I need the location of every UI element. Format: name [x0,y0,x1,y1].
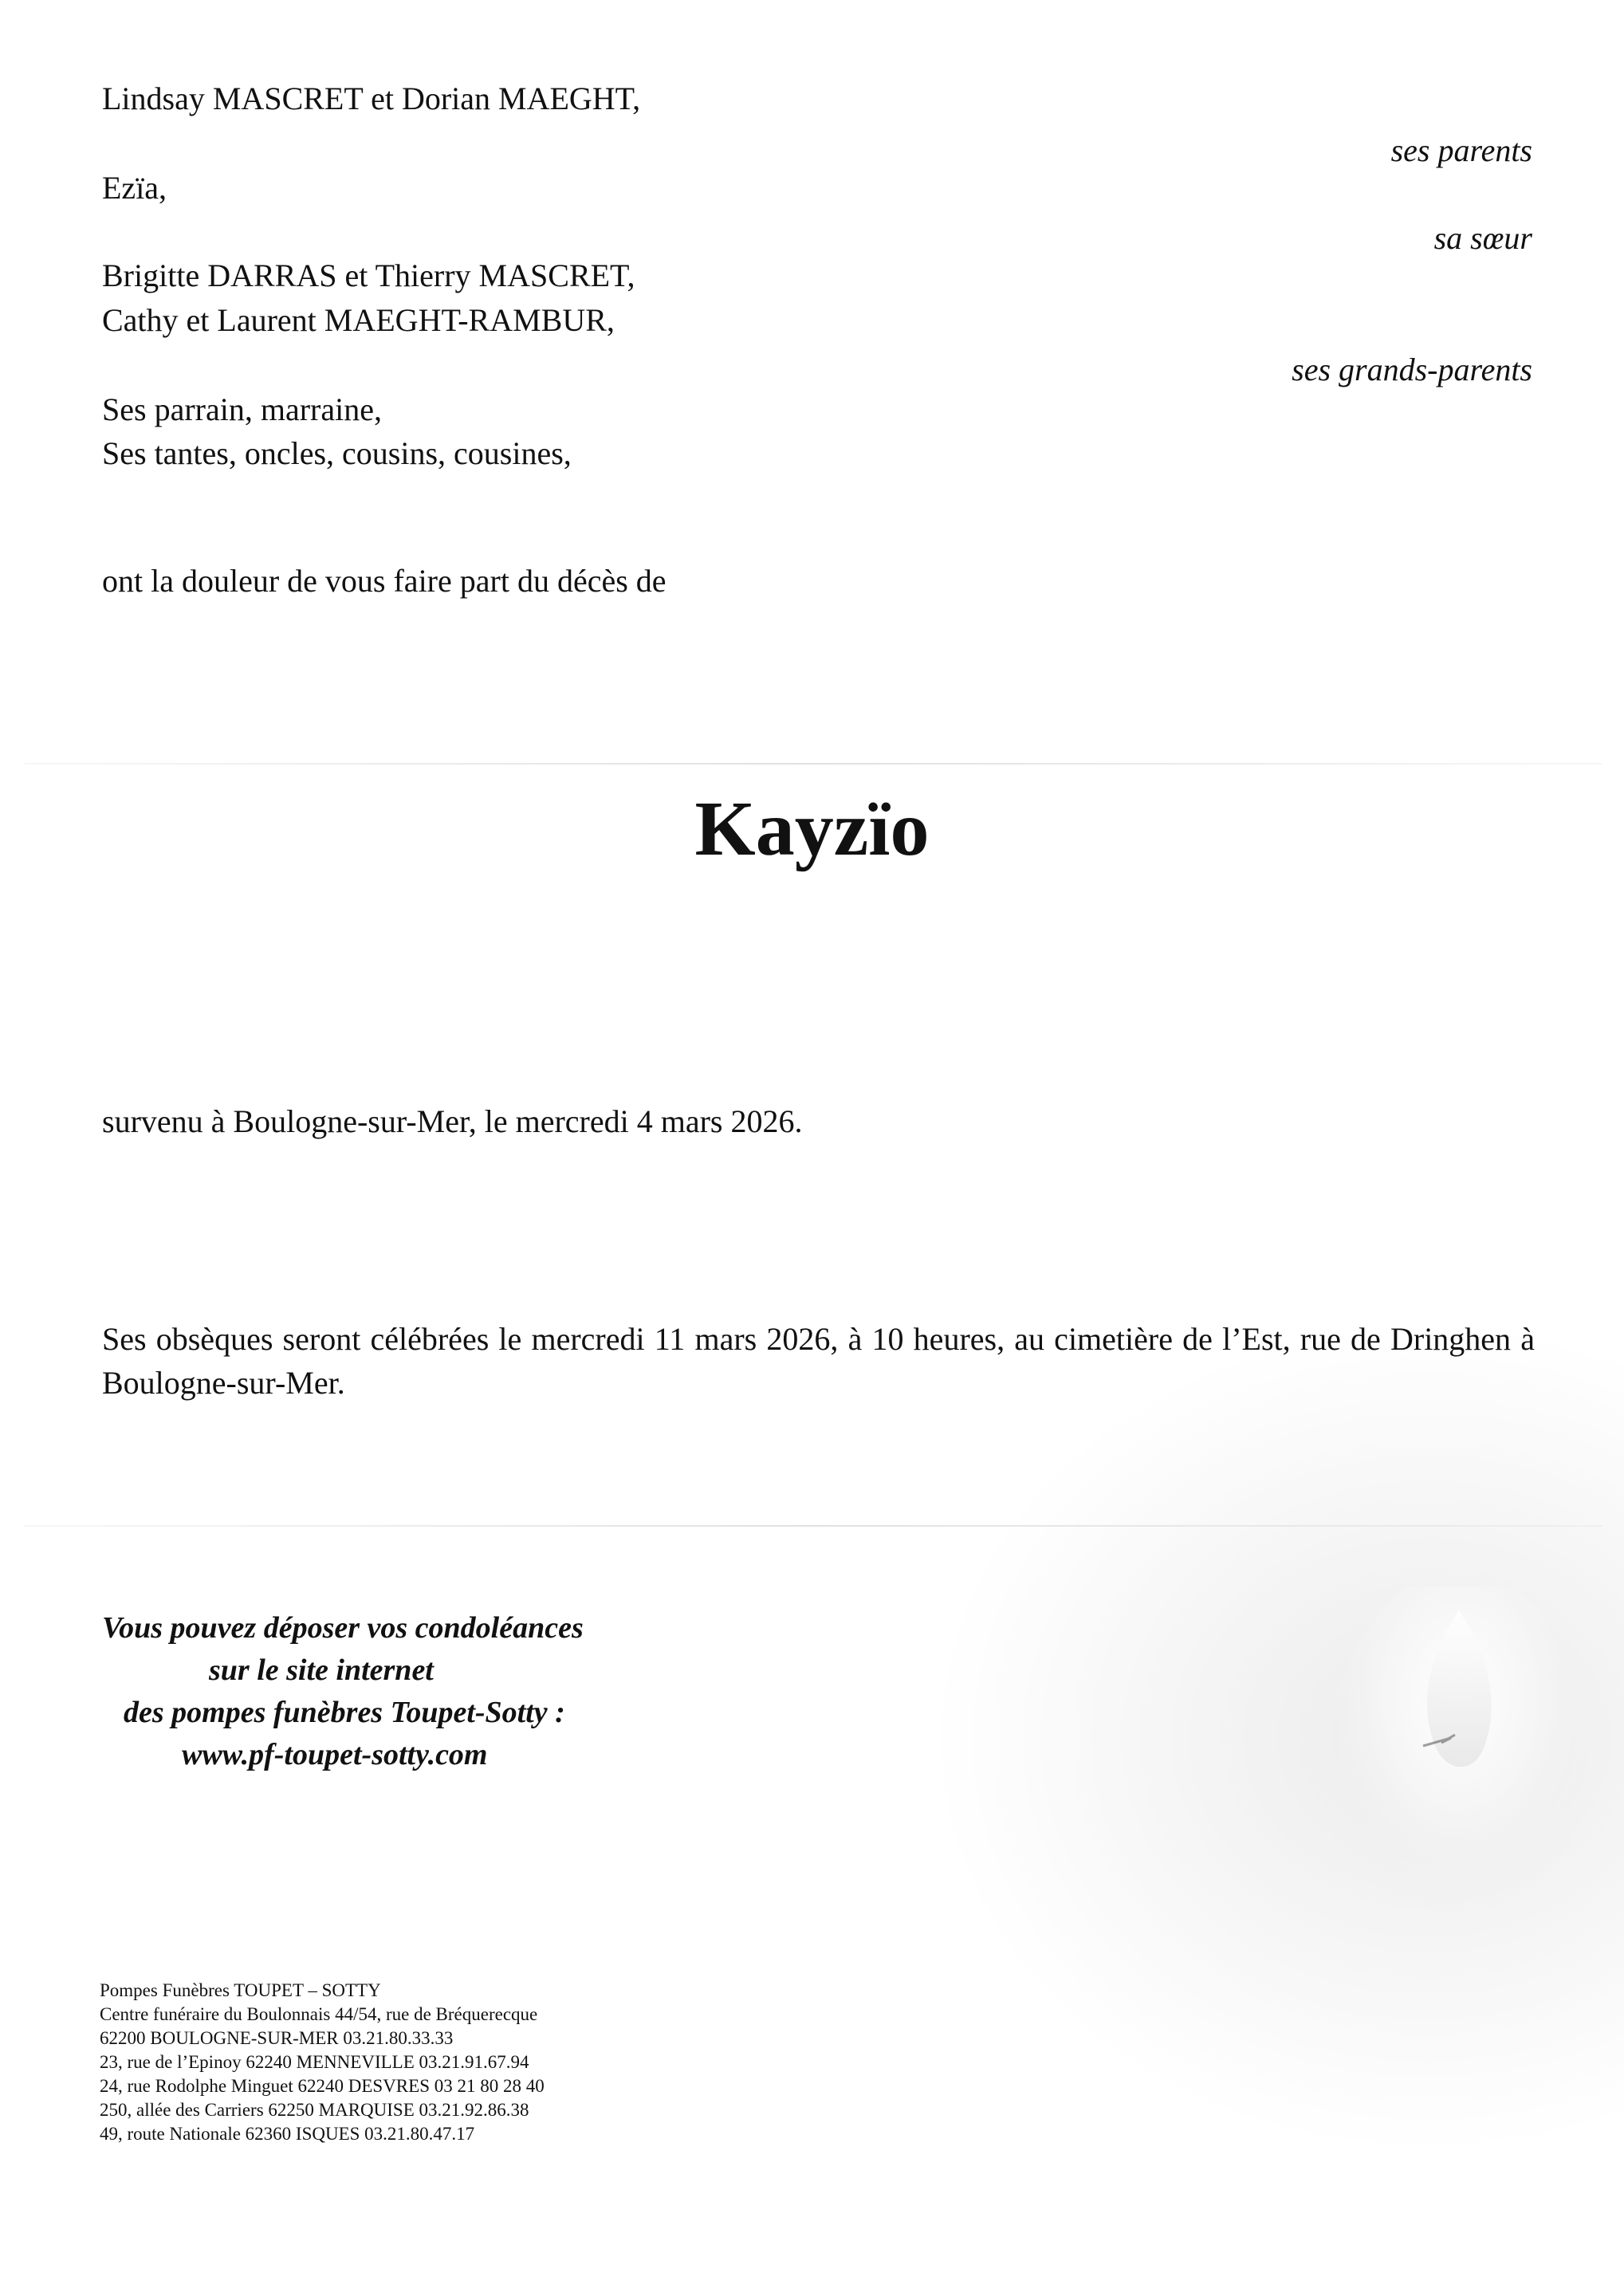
funeral-info: Ses obsèques seront célébrées le mercredi 11 mars 2026, à 10 heures, au cimetière de l’Est, rue de Dringhen à Boulogne-sur-Mer. [102,1321,1535,1401]
family-grandparents-line2: Cathy et Laurent MAEGHT-RAMBUR, [102,302,615,338]
footer-address-2: 62200 BOULOGNE-SUR-MER 03.21.80.33.33 [100,2028,454,2048]
family-godparents: Ses parrain, marraine, [102,391,382,427]
footer-company: Pompes Funèbres TOUPET – SOTTY [100,1980,381,2000]
condolences-line2: sur le site internet [209,1653,434,1687]
condolences-website: www.pf-toupet-sotty.com [182,1738,488,1771]
family-grandparents-line1: Brigitte DARRAS et Thierry MASCRET, [102,258,635,293]
footer-address-6: 49, route Nationale 62360 ISQUES 03.21.80.47.17 [100,2124,475,2144]
candle-flame-background [1339,1586,1602,2033]
footer-address-4: 24, rue Rodolphe Minguet 62240 DESVRES 03 21 80 28 40 [100,2076,545,2096]
footer-address-1: Centre funéraire du Boulonnais 44/54, rue de Bréquerecque [100,2004,538,2024]
family-parents-names: Lindsay MASCRET et Dorian MAEGHT, [102,81,641,116]
fold-line-top [24,763,1602,765]
deceased-name: Kayzïo [694,786,930,872]
footer-address-3: 23, rue de l’Epinoy 62240 MENNEVILLE 03.21.91.67.94 [100,2052,529,2072]
condolences-line1: Vous pouvez déposer vos condoléances [102,1611,584,1645]
condolences-line3: des pompes funèbres Toupet-Sotty : [124,1696,565,1729]
family-relatives: Ses tantes, oncles, cousins, cousines, [102,435,572,471]
relation-parents: ses parents [1390,132,1532,168]
footer-address-5: 250, allée des Carriers 62250 MARQUISE 03.21.92.86.38 [100,2100,529,2120]
fold-line-bottom [24,1525,1602,1527]
relation-grandparents: ses grands-parents [1292,352,1532,387]
relation-sister: sa sœur [1433,220,1532,256]
family-sister-name: Ezïa, [102,170,167,206]
announcement-text: ont la douleur de vous faire part du décès de [102,563,667,599]
death-info: survenu à Boulogne-sur-Mer, le mercredi 4 mars 2026. [102,1103,803,1139]
